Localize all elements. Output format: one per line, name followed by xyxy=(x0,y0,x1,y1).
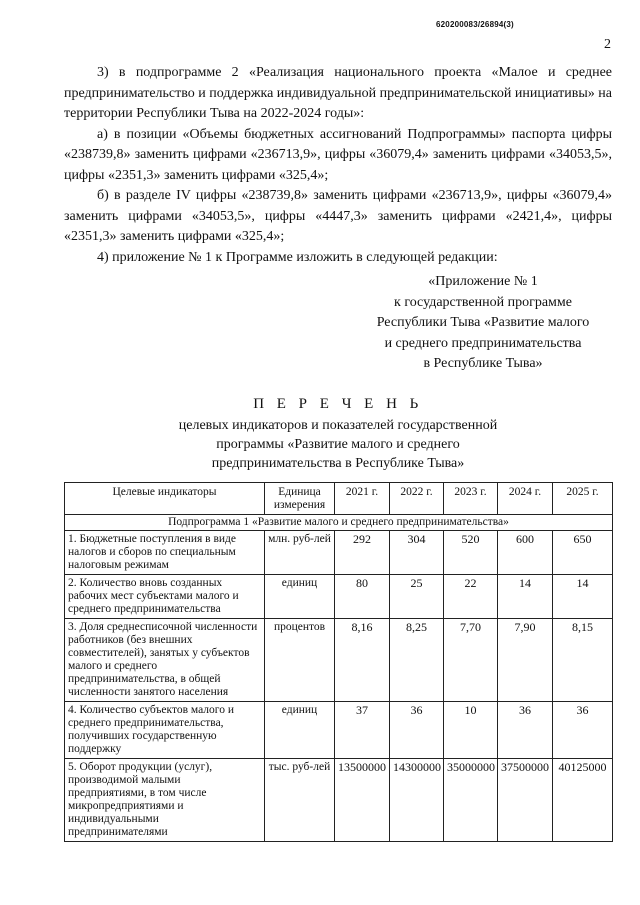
value-cell: 80 xyxy=(335,575,390,619)
value-cell: 520 xyxy=(444,531,498,575)
appendix-line: к государственной программе xyxy=(394,294,572,310)
value-cell: 14 xyxy=(553,575,613,619)
document-id: 620200083/26894(3) xyxy=(436,20,514,29)
value-cell: 36 xyxy=(553,702,613,759)
list-title xyxy=(64,395,612,473)
paragraph: 4) приложение № 1 к Программе изложить в следующей редакции: xyxy=(97,249,498,265)
value-cell: 304 xyxy=(390,531,444,575)
value-cell: 7,90 xyxy=(498,619,553,702)
appendix-line: «Приложение № 1 xyxy=(428,274,538,289)
page-number: 2 xyxy=(604,37,611,52)
table-row xyxy=(65,759,613,842)
value-cell: 25 xyxy=(390,575,444,619)
appendix-reference xyxy=(360,272,606,375)
unit-cell: тыс. руб-лей xyxy=(265,759,335,842)
value-cell: 8,25 xyxy=(390,619,444,702)
document-body xyxy=(64,63,612,268)
appendix-line: Республики Тыва «Развитие малого xyxy=(376,315,590,330)
value-cell: 36 xyxy=(390,702,444,759)
table-row xyxy=(65,531,613,575)
paragraph: 3) в подпрограмме 2 «Реализация национального проекта «Малое и среднее предпринимательство и поддержка индивидуальной предпринимательской инициативы» на территории Республики Тыва на 2022-2024 годы»: xyxy=(64,65,613,121)
value-cell: 37 xyxy=(335,702,390,759)
value-cell: 35000000 xyxy=(444,759,498,842)
value-cell: 13500000 xyxy=(335,759,390,842)
indicator-cell: 2. Количество вновь созданных рабочих мест субъектами малого и среднего предпринимательства xyxy=(65,575,265,619)
indicators-table xyxy=(64,482,613,842)
value-cell: 8,15 xyxy=(553,619,613,702)
indicator-cell: 1. Бюджетные поступления в виде налогов и сборов по специальным налоговым режимам xyxy=(65,531,265,575)
unit-cell: единиц xyxy=(265,702,335,759)
value-cell: 40125000 xyxy=(553,759,613,842)
value-cell: 8,16 xyxy=(335,619,390,702)
table-row xyxy=(65,575,613,619)
column-header: 2022 г. xyxy=(390,483,444,515)
column-header: 2021 г. xyxy=(335,483,390,515)
column-header: 2023 г. xyxy=(444,483,498,515)
title-heading: П Е Р Е Ч Е Н Ь xyxy=(253,396,423,412)
indicator-cell: 5. Оборот продукции (услуг), производимой малыми предприятиями, в том числе микропредприятиями и индивидуальными предпринимателями xyxy=(65,759,265,842)
paragraph: а) в позиции «Объемы бюджетных ассигнований Подпрограммы» паспорта цифры «238739,8» заменить цифрами «236713,9», цифры «36079,4» заменить цифрами «34053,5», цифры «2351,3» заменить цифрами «325,4»; xyxy=(64,126,612,183)
table-header-row xyxy=(65,483,613,515)
table-row xyxy=(65,619,613,702)
unit-cell: процентов xyxy=(265,619,335,702)
title-line: целевых индикаторов и показателей государственной xyxy=(178,418,498,433)
title-line: предпринимательства в Республике Тыва» xyxy=(211,456,465,471)
indicator-cell: 3. Доля среднесписочной численности работников (без внешних совместителей), занятых у субъектов малого и среднего предпринимательства, в общей численности занятого населения xyxy=(65,619,265,702)
value-cell: 37500000 xyxy=(498,759,553,842)
value-cell: 14 xyxy=(498,575,553,619)
column-header: 2024 г. xyxy=(498,483,553,515)
unit-cell: единиц xyxy=(265,575,335,619)
value-cell: 600 xyxy=(498,531,553,575)
paragraph: б) в разделе IV цифры «238739,8» заменить цифрами «236713,9», цифры «36079,4» заменить цифрами «34053,5», цифры «4447,3» заменить цифрами «2421,4», цифры «2351,3» заменить цифрами «325,4»; xyxy=(64,188,612,244)
subprogram-title: Подпрограмма 1 «Развитие малого и среднего предпринимательства» xyxy=(65,515,613,531)
column-header: Единица измерения xyxy=(265,483,335,515)
appendix-line: и среднего предпринимательства xyxy=(384,335,582,351)
value-cell: 650 xyxy=(553,531,613,575)
value-cell: 7,70 xyxy=(444,619,498,702)
value-cell: 36 xyxy=(498,702,553,759)
column-header: 2025 г. xyxy=(553,483,613,515)
value-cell: 10 xyxy=(444,702,498,759)
unit-cell: млн. руб-лей xyxy=(265,531,335,575)
appendix-line: в Республике Тыва» xyxy=(423,356,543,371)
column-header: Целевые индикаторы xyxy=(65,483,265,515)
subprogram-row xyxy=(65,515,613,531)
indicator-cell: 4. Количество субъектов малого и среднего предпринимательства, получивших государственную поддержку xyxy=(65,702,265,759)
title-line: программы «Развитие малого и среднего xyxy=(216,437,460,452)
value-cell: 22 xyxy=(444,575,498,619)
value-cell: 292 xyxy=(335,531,390,575)
table-row xyxy=(65,702,613,759)
value-cell: 14300000 xyxy=(390,759,444,842)
